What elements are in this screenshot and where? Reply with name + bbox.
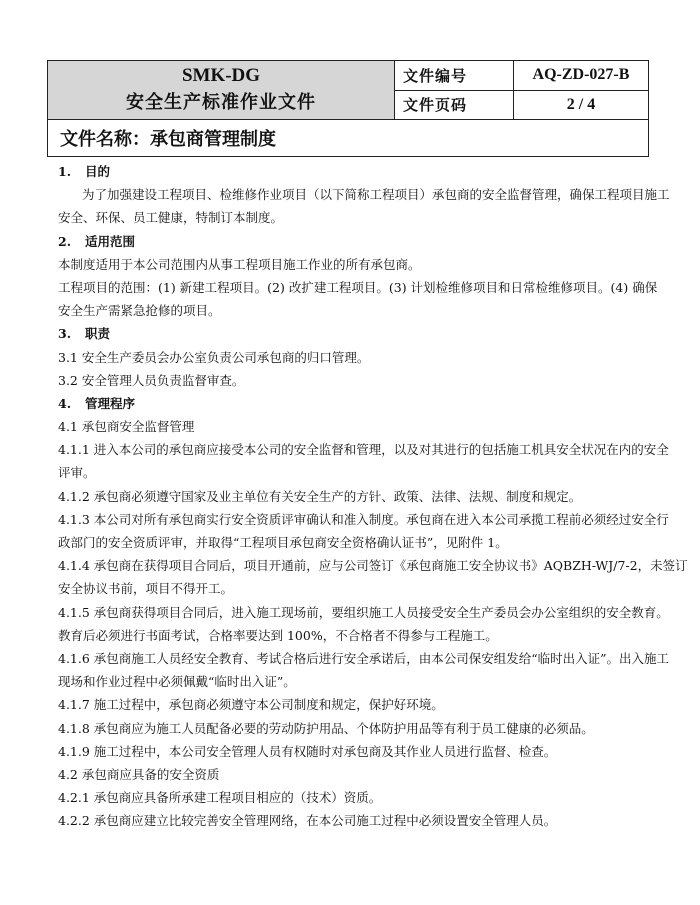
section-heading <box>58 230 648 253</box>
paragraph-line: 4.2.1 承包商应具备所承建工程项目相应的（技术）资质。 <box>58 790 382 806</box>
paragraph-line: 4.1.9 施工过程中，本公司安全管理人员有权随时对承包商及其作业人员进行监督、检查。 <box>58 743 557 759</box>
section-number: 2. <box>58 233 72 249</box>
paragraph-line: 4.1.3 本公司对所有承包商实行安全资质评审确认和准入制度。承包商在进入本公司承揽工程前必须经过安全行 <box>58 511 669 527</box>
paragraph-line: 现场和作业过程中必须佩戴“临时出入证”。 <box>58 674 296 690</box>
paragraph-line: 本制度适用于本公司范围内从事工程项目施工作业的所有承包商。 <box>58 256 421 272</box>
section-heading <box>58 322 648 345</box>
page-number-label: 文件页码 <box>395 90 514 120</box>
paragraph-line: 3.1 安全生产委员会办公室负责公司承包商的归口管理。 <box>58 349 370 365</box>
doc-number-label: 文件编号 <box>395 61 514 91</box>
section-heading <box>58 392 648 415</box>
company-code: SMK-DG <box>181 65 261 86</box>
paragraph-line: 教育后必须进行书面考试，合格率要达到 100%，不合格者不得参与工程施工。 <box>58 627 498 643</box>
paragraph-line: 3.2 安全管理人员负责监督审查。 <box>58 372 245 388</box>
paragraph-line: 政部门的安全资质评审，并取得“工程项目承包商安全资格确认证书”，见附件 1。 <box>58 535 508 550</box>
file-name-cell <box>48 120 649 157</box>
paragraph-line: 4.1.1 进入本公司的承包商应接受本公司的安全监督和管理，以及对其进行的包括施工机具安全状况在内的安全 <box>58 442 669 458</box>
paragraph-line: 工程项目的范围：(1) 新建工程项目。(2) 改扩建工程项目。(3) 计划检维修项目和日常检维修项目。(4) 确保 <box>58 279 658 295</box>
paragraph-line: 4.1.4 承包商在获得项目合同后，项目开通前，应与公司签订《承包商施工安全协议书》AQBZH-WJ/7-2，未签订 <box>58 558 688 574</box>
page-number-value: 2 / 4 <box>514 90 649 120</box>
section-title: 职责 <box>85 326 111 342</box>
section-title: 目的 <box>85 164 111 179</box>
paragraph-line: 4.2.2 承包商应建立比较完善安全管理网络，在本公司施工过程中必须设置安全管理人员。 <box>58 813 557 829</box>
paragraph-line: 4.1.7 施工过程中，承包商必须遵守本公司制度和规定，保护好环境。 <box>58 697 444 713</box>
paragraph-line: 安全生产需紧急抢修的项目。 <box>58 303 221 319</box>
file-name-value: 承包商管理制度 <box>150 129 276 150</box>
document-body <box>58 160 688 832</box>
company-cell <box>48 61 395 120</box>
paragraph-line: 安全协议书前，项目不得开工。 <box>58 581 234 597</box>
paragraph-line: 4.1.5 承包商获得项目合同后，进入施工现场前，要组织施工人员接受安全生产委员会办公室组织的安全教育。 <box>58 604 669 620</box>
paragraph-line: 4.1.6 承包商施工人员经安全教育、考试合格后进行安全承诺后，由本公司保安组发给“临时出入证”。出入施工 <box>58 650 670 666</box>
file-name-label: 文件名称： <box>60 129 150 150</box>
document-type: 安全生产标准作业文件 <box>126 92 316 113</box>
doc-number-value: AQ-ZD-027-B <box>514 61 649 91</box>
document-header-table <box>47 60 649 157</box>
paragraph-line: 4.1.8 承包商应为施工人员配备必要的劳动防护用品、个体防护用品等有利于员工健康的必须品。 <box>58 720 594 736</box>
paragraph-line: 评审。 <box>58 465 96 481</box>
section-number: 4. <box>58 395 72 411</box>
paragraph-line: 安全、环保、员工健康，特制订本制度。 <box>58 210 284 226</box>
section-number: 3. <box>58 326 72 342</box>
section-title: 适用范围 <box>85 233 136 249</box>
section-title: 管理程序 <box>85 395 136 411</box>
subsection-heading: 4.1 承包商安全监督管理 <box>58 419 195 435</box>
paragraph-line: 4.1.2 承包商必须遵守国家及业主单位有关安全生产的方针、政策、法律、法规、制度和规定。 <box>58 488 582 504</box>
paragraph-line: 为了加强建设工程项目、检维修作业项目（以下简称工程项目）承包商的安全监督管理，确保工程项目施工 <box>82 187 670 203</box>
subsection-heading: 4.2 承包商应具备的安全资质 <box>58 766 220 782</box>
section-number: 1. <box>58 164 72 179</box>
section-heading <box>58 160 648 183</box>
